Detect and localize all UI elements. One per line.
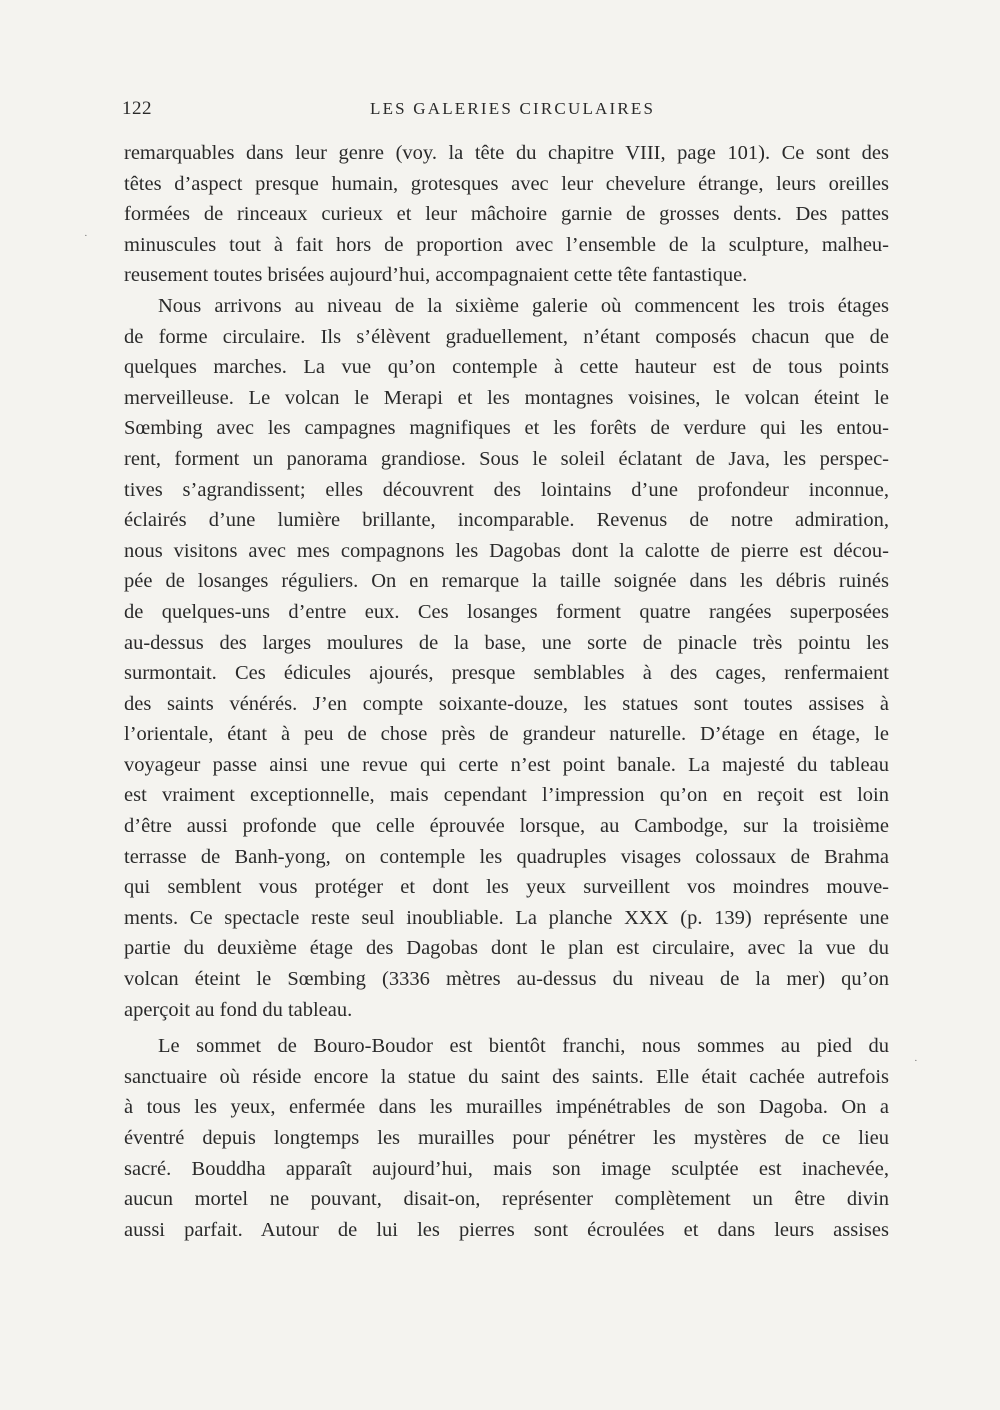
text-line: Sœmbing avec les campagnes magnifiques et les forêts de verdure qui les entou- bbox=[124, 417, 889, 440]
running-title: LES GALERIES CIRCULAIRES bbox=[370, 99, 656, 118]
text-line: aucun mortel ne pouvant, disait-on, représenter complètement un être divin bbox=[124, 1188, 889, 1211]
text-line: reusement toutes brisées aujourd’hui, accompagnaient cette tête fantastique. bbox=[124, 264, 748, 287]
text-line: pée de losanges réguliers. On en remarque la taille soignée dans les débris ruinés bbox=[124, 570, 889, 593]
text-line: quelques marches. La vue qu’on contemple à cette hauteur est de tous points bbox=[124, 356, 889, 379]
text-line: d’être aussi profonde que celle éprouvée lorsque, au Cambodge, sur la troisième bbox=[124, 815, 889, 838]
text-line: merveilleuse. Le volcan le Merapi et les montagnes voisines, le volcan éteint le bbox=[124, 386, 889, 409]
text-line: des saints vénérés. J’en compte soixante-douze, les statues sont toutes assises à bbox=[124, 692, 889, 715]
body-text bbox=[124, 138, 889, 1245]
text-line: minuscules tout à fait hors de proportion avec l’ensemble de la sculpture, malheu- bbox=[124, 233, 889, 256]
text-line: têtes d’aspect presque humain, grotesques avec leur chevelure étrange, leurs oreilles bbox=[124, 172, 889, 195]
paragraph-3 bbox=[124, 1031, 889, 1245]
text-line: voyageur passe ainsi une revue qui certe n’est point banale. La majesté du tableau bbox=[124, 753, 889, 776]
text-line: qui semblent vous protéger et dont les yeux surveillent vos moindres mouve- bbox=[124, 876, 889, 899]
text-line: aussi parfait. Autour de lui les pierres sont écroulées et dans leurs assises bbox=[124, 1218, 889, 1241]
text-line: nous visitons avec mes compagnons les Dagobas dont la calotte de pierre est décou- bbox=[124, 539, 889, 562]
text-line: volcan éteint le Sœmbing (3336 mètres au-dessus du niveau de la mer) qu’on bbox=[124, 968, 889, 991]
text-line: Nous arrivons au niveau de la sixième galerie où commencent les trois étages bbox=[158, 294, 889, 317]
text-line: de quelques-uns d’entre eux. Ces losanges forment quatre rangées superposées bbox=[124, 600, 889, 623]
running-head bbox=[122, 98, 892, 128]
text-line: formées de rinceaux curieux et leur mâchoire garnie de grosses dents. Des pattes bbox=[124, 203, 889, 226]
page-number: 122 bbox=[122, 98, 152, 119]
text-line: éclairés d’une lumière brillante, incomparable. Revenus de notre admiration, bbox=[124, 509, 889, 532]
text-line: aperçoit au fond du tableau. bbox=[124, 998, 353, 1021]
text-line: au-dessus des larges moulures de la base, une sorte de pinacle très pointu les bbox=[124, 631, 889, 654]
text-line: sanctuaire où réside encore la statue du saint des saints. Elle était cachée autrefois bbox=[124, 1065, 889, 1088]
text-line: rent, forment un panorama grandiose. Sous le soleil éclatant de Java, les perspec- bbox=[124, 447, 889, 470]
text-line: partie du deuxième étage des Dagobas dont le plan est circulaire, avec la vue du bbox=[124, 937, 889, 960]
text-line: remarquables dans leur genre (voy. la tête du chapitre VIII, page 101). Ce sont des bbox=[124, 142, 889, 164]
text-line: l’orientale, étant à peu de chose près de grandeur naturelle. D’étage en étage, le bbox=[124, 723, 889, 746]
text-line: éventré depuis longtemps les murailles pour pénétrer les mystères de ce lieu bbox=[124, 1127, 889, 1149]
text-line: tives s’agrandissent; elles découvrent des lointains d’une profondeur inconnue, bbox=[124, 478, 889, 501]
margin-speck: · bbox=[914, 1055, 918, 1067]
text-line: terrasse de Banh-yong, on contemple les quadruples visages colossaux de Brahma bbox=[124, 845, 889, 868]
text-line: sacré. Bouddha apparaît aujourd’hui, mais son image sculptée est inachevée, bbox=[124, 1157, 889, 1180]
text-line: est vraiment exceptionnelle, mais cependant l’impression qu’on en reçoit est loin bbox=[124, 784, 889, 807]
text-line: Le sommet de Bouro-Boudor est bientôt franchi, nous sommes au pied du bbox=[158, 1035, 889, 1058]
paragraph-1 bbox=[124, 138, 889, 291]
text-line: à tous les yeux, enfermée dans les murailles impénétrables de son Dagoba. On a bbox=[124, 1096, 889, 1119]
margin-speck: · bbox=[84, 230, 88, 242]
paragraph-2 bbox=[124, 291, 889, 1025]
text-line: surmontait. Ces édicules ajourés, presque semblables à des cages, renfermaient bbox=[124, 662, 889, 685]
text-line: de forme circulaire. Ils s’élèvent graduellement, n’étant composés chacun que de bbox=[124, 325, 889, 348]
text-line: ments. Ce spectacle reste seul inoubliable. La planche XXX (p. 139) représente une bbox=[124, 906, 889, 929]
